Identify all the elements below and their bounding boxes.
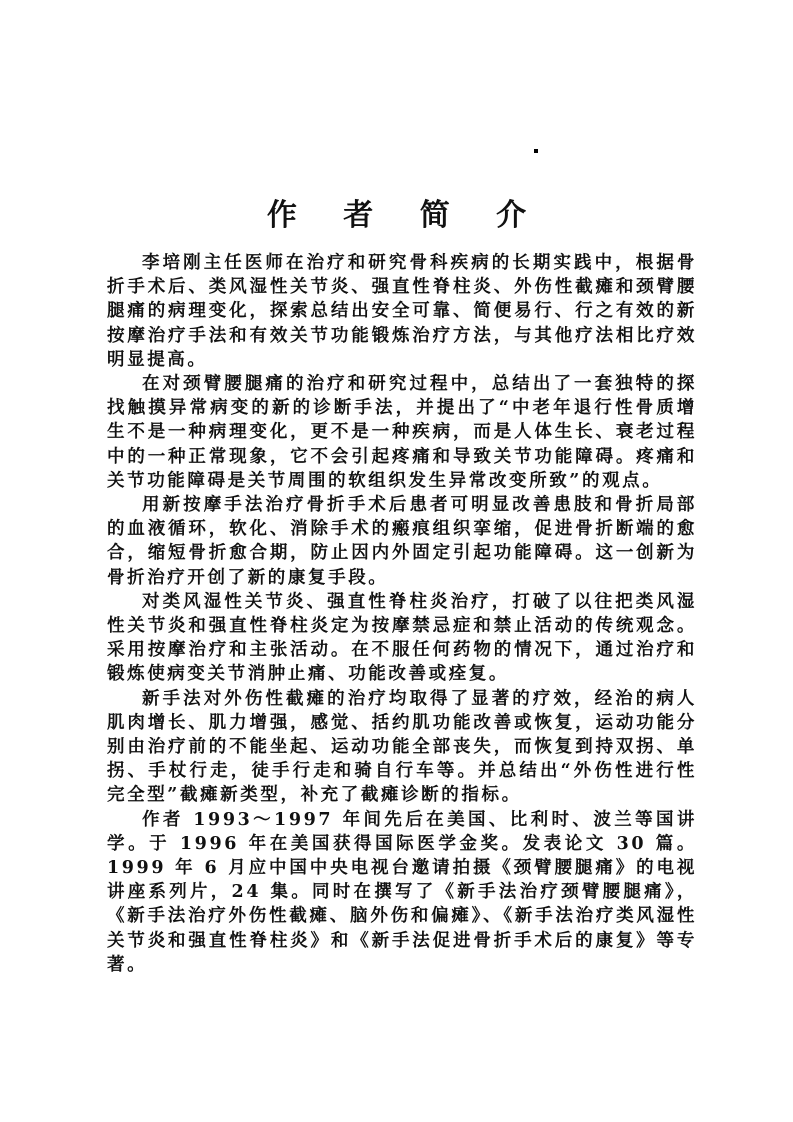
paragraph-fracture-rehab: 用新按摩手法治疗骨折手术后患者可明显改善患肢和骨折局部的血液循环，软化、消除手术的瘢痕组织挛缩，促进骨折断端的愈合，缩短骨折愈合期，防止因内外固定引起功能障碍。这一创新为骨折治疗开创了新的康复手段。	[107, 495, 697, 588]
paragraph-paraplegia-treatment: 新手法对外伤性截瘫的治疗均取得了显著的疗效，经治的病人肌肉增长、肌力增强，感觉、括约肌功能改善或恢复，运动功能分别由治疗前的不能坐起、运动功能全部丧失，而恢复到持双拐、单拐、手杖行走，徒手行走和骑自行车等。并总结出“外伤性进行性完全型”截瘫新类型，补充了截瘫诊断的指标。	[107, 688, 697, 806]
author-biography	[107, 251, 697, 977]
paragraph-diagnosis-method: 在对颈臂腰腿痛的治疗和研究过程中，总结出了一套独特的探找触摸异常病变的新的诊断手法，并提出了“中老年退行性骨质增生不是一种病理变化，更不是一种疾病，而是人体生长、衰老过程中的一种正常现象，它不会引起疼痛和导致关节功能障碍。疼痛和关节功能障碍是关节周围的软组织发生异常改变所致”的观点。	[107, 374, 697, 491]
scan-artifact-dot	[534, 149, 538, 153]
paragraph-achievements: 作者 1993～1997 年间先后在美国、比利时、波兰等国讲学。于 1996 年在美国获得国际医学金奖。发表论文 30 篇。1999 年 6 月应中国中央电视台邀请拍摄《颈臂腰腿痛》的电视讲座系列片，24 集。同时在撰写了《新手法治疗颈臂腰腿痛》，《新手法治疗外伤性截瘫、脑外伤和偏瘫》、《新手法治疗类风湿性关节炎和强直性脊柱炎》和《新手法促进骨折手术后的康复》等专著。	[107, 809, 697, 975]
paragraph-arthritis-treatment: 对类风湿性关节炎、强直性脊柱炎治疗，打破了以往把类风湿性关节炎和强直性脊柱炎定为按摩禁忌症和禁止活动的传统观念。采用按摩治疗和主张活动。在不服任何药物的情况下，通过治疗和锻炼使病变关节消肿止痛、功能改善或痊复。	[107, 591, 697, 685]
page-title: 作 者 简 介	[266, 198, 545, 234]
paragraph-clinical-practice: 李培刚主任医师在治疗和研究骨科疾病的长期实践中，根据骨折手术后、类风湿性关节炎、强直性脊柱炎、外伤性截瘫和颈臂腰腿痛的病理变化，探索总结出安全可靠、简便易行、行之有效的新按摩治疗手法和有效关节功能锻炼治疗方法，与其他疗法相比疗效明显提高。	[107, 253, 697, 370]
